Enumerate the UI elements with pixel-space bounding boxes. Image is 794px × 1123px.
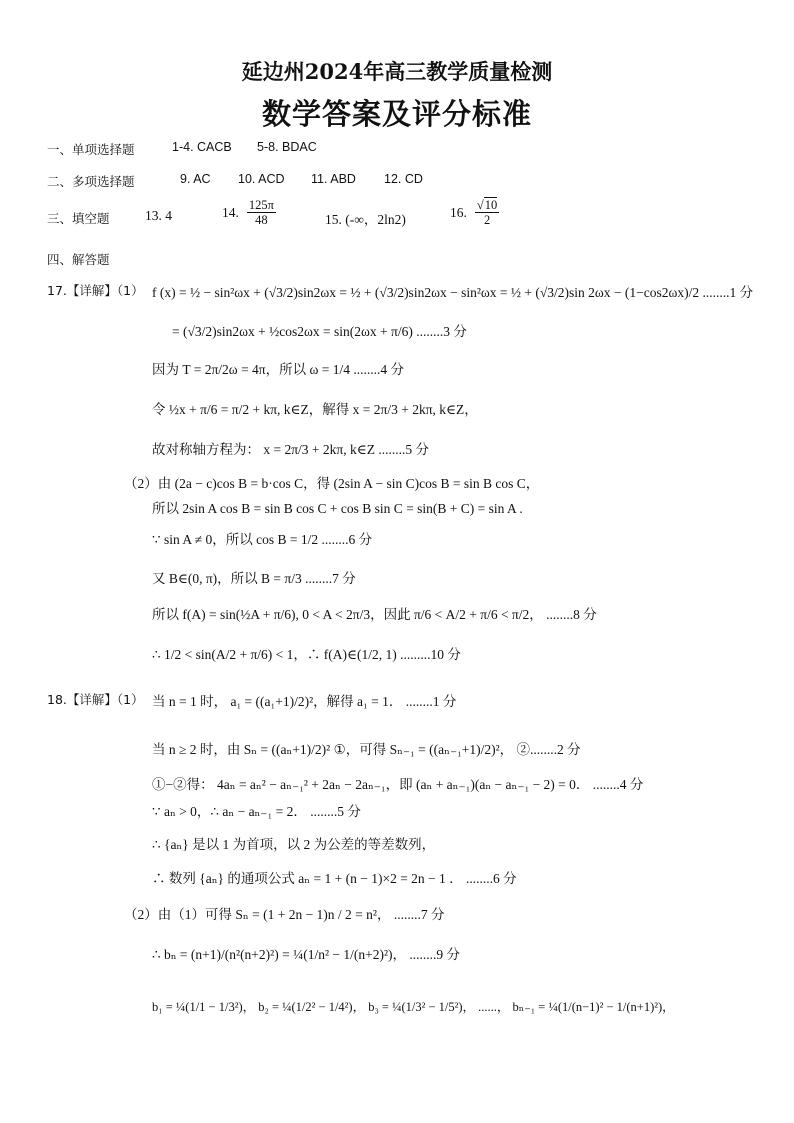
problem-18-heading: 18.【详解】（1） [47, 692, 144, 707]
answer-14-numerator: 125π [248, 198, 274, 212]
p17-line-3: 因为 T = 2π/2ω = 4π，所以 ω = 1/4 ........4 分 [152, 362, 404, 377]
section-fill-blank-label: 三、填空题 [47, 211, 110, 226]
answer-11: 11. ABD [311, 172, 356, 186]
p17-line-10: 所以 f(A) = sin(½A + π/6), 0 < A < 2π/3，因此 π/6 < A/2 + π/6 < π/2， ........8 分 [152, 607, 597, 622]
answer-16-denominator: 2 [483, 213, 491, 228]
answer-13: 13. 4 [145, 208, 172, 223]
answer-14 [222, 198, 278, 228]
p18-line-2: 当 n ≥ 2 时，由 Sₙ = ((aₙ+1)/2)² ①，可得 Sₙ₋₁ = ((aₙ₋₁+1)/2)²， ②........2 分 [152, 742, 581, 757]
p17-line-4: 令 ½x + π/6 = π/2 + kπ, k∈Z，解得 x = 2π/3 + 2kπ, k∈Z， [152, 402, 478, 417]
answer-12: 12. CD [384, 172, 423, 186]
answer-16-number: 16. [450, 204, 467, 220]
answer-10: 10. ACD [238, 172, 285, 186]
p17-line-6: （2）由 (2a − c)cos B = b·cos C，得 (2sin A − sin C)cos B = sin B cos C， [124, 476, 540, 491]
p17-line-8: ∵ sin A ≠ 0，所以 cos B = 1/2 ........6 分 [152, 532, 373, 547]
answer-16-radicand: 10 [484, 198, 498, 212]
problem-17-heading: 17.【详解】（1） [47, 283, 144, 298]
answer-5-8: 5-8. BDAC [257, 140, 317, 154]
p18-line-7: （2）由（1）可得 Sₙ = (1 + 2n − 1)n / 2 = n²， ........7 分 [124, 907, 445, 922]
answer-16: 16. $\frac{√10}{2}$ [450, 198, 498, 228]
p18-line-4: ∵ aₙ > 0，∴ aₙ − aₙ₋₁ = 2． ........5 分 [152, 804, 361, 819]
p18-line-5: ∴ {aₙ} 是以 1 为首项，以 2 为公差的等差数列， [152, 837, 436, 852]
answer-9: 9. AC [180, 172, 211, 186]
p18-line-1: 当 n = 1 时， a₁ = ((a₁+1)/2)²，解得 a₁ = 1． ........1 分 [152, 694, 457, 709]
answer-1-4: 1-4. CACB [172, 140, 232, 154]
p18-line-9: b₁ = ¼(1/1 − 1/3²)， b₂ = ¼(1/2² − 1/4²)， b₃ = ¼(1/3² − 1/5²)， ......， bₙ₋₁ = ¼(1/(n−1)² − 1/(n+1)²)， [152, 1000, 675, 1014]
section-solutions-label: 四、解答题 [47, 252, 110, 267]
p18-line-3: ①−②得： 4aₙ = aₙ² − aₙ₋₁² + 2aₙ − 2aₙ₋₁，即 (aₙ + aₙ₋₁)(aₙ − aₙ₋₁ − 2) = 0． ........4 分 [152, 777, 644, 792]
page-subtitle: 数学答案及评分标准 [261, 97, 532, 131]
section-multi-choice-label: 二、多项选择题 [47, 174, 135, 189]
answer-14-number: 14. [222, 204, 239, 220]
p18-line-8: ∴ bₙ = (n+1)/(n²(n+2)²) = ¼(1/n² − 1/(n+2)²)， ........9 分 [152, 947, 461, 962]
answer-15: 15. (-∞，2ln2) [325, 212, 406, 227]
page-title: 延边州2024年高三教学质量检测 [241, 59, 553, 84]
p17-line-11: ∴ 1/2 < sin(A/2 + π/6) < 1，∴ f(A)∈(1/2, 1) .........10 分 [152, 647, 461, 662]
p17-line-7: 所以 2sin A cos B = sin B cos C + cos B sin C = sin(B + C) = sin A . [152, 501, 523, 516]
p17-line-2: = (√3/2)sin2ωx + ½cos2ωx = sin(2ωx + π/6) ........3 分 [172, 324, 467, 339]
section-single-choice-label: 一、单项选择题 [47, 142, 135, 157]
p17-line-1: f (x) = ½ − sin²ωx + (√3/2)sin2ωx = ½ + (√3/2)sin2ωx − sin²ωx = ½ + (√3/2)sin 2ωx − (1−cos2ωx)/2 ........1 分 [152, 285, 754, 300]
p17-line-5: 故对称轴方程为： x = 2π/3 + 2kπ, k∈Z ........5 分 [152, 442, 429, 457]
answer-14-denominator: 48 [255, 213, 268, 228]
p18-line-6: ∴ 数列 {aₙ} 的通项公式 aₙ = 1 + (n − 1)×2 = 2n − 1 ． ........6 分 [152, 871, 517, 886]
p17-line-9: 又 B∈(0, π)，所以 B = π/3 ........7 分 [152, 571, 356, 586]
